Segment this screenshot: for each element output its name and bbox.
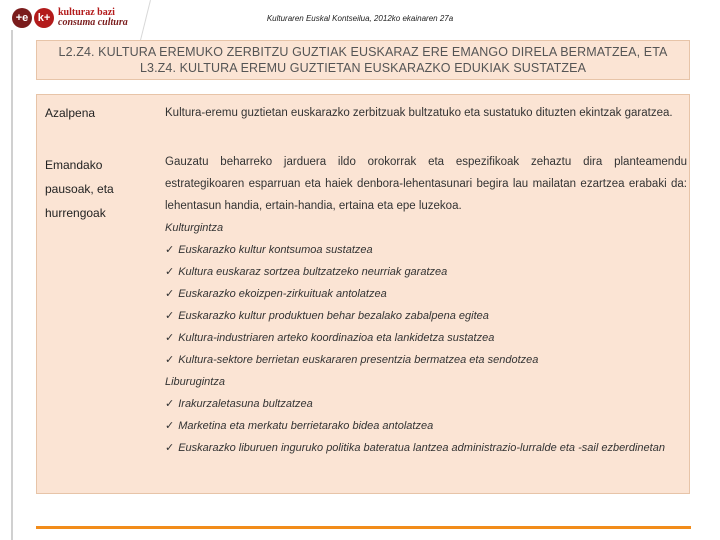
title-line1: L2.Z4. KULTURA EREMUKO ZERBITZU GUZTIAK EUSKARAZ ERE EMANGO DIRELA BERMATZEA, ETA bbox=[58, 45, 668, 59]
emandako-intro: Gauzatu beharreko jarduera ildo orokorrak eta espezifikoak zehaztu dira planteamendu estrategikoaren esparruan eta haiek denbora-lehentasunari begira lau mailatan ezartzea erabaki da: lehentasun handia, ertain-handia, ertaina eta epe luzekoa. bbox=[165, 156, 687, 212]
emandako-content bbox=[165, 151, 687, 459]
logo-circle-e: +e bbox=[12, 8, 32, 28]
content-box bbox=[36, 94, 690, 494]
checkmark-icon: ✓ bbox=[165, 398, 175, 410]
emandako-label-line3: hurrengoak bbox=[45, 206, 106, 220]
logo-text-line2: consuma cultura bbox=[58, 17, 128, 28]
left-border-line bbox=[11, 30, 13, 540]
checkmark-icon: ✓ bbox=[165, 266, 175, 278]
azalpena-label: Azalpena bbox=[45, 106, 96, 120]
azalpena-text: Kultura-eremu guztietan euskarazko zerbitzuak bultzatuko eta sustatuko dituzten ekintzak garatzea. bbox=[165, 107, 673, 119]
logo-text-line1: kulturaz bazi bbox=[58, 7, 115, 18]
list-item: ✓ Kultura-industriaren arteko koordinazioa eta lankidetza sustatzea bbox=[165, 332, 495, 344]
header-caption: Kulturaren Euskal Kontseilua, 2012ko ekainaren 27a bbox=[266, 14, 454, 23]
checkmark-icon: ✓ bbox=[165, 442, 175, 454]
emandako-label bbox=[45, 153, 114, 225]
emandako-label-line2: pausoak, eta bbox=[45, 182, 114, 196]
checkmark-icon: ✓ bbox=[165, 244, 175, 256]
title-box bbox=[36, 40, 690, 80]
bottom-accent-line bbox=[36, 526, 691, 529]
checkmark-icon: ✓ bbox=[165, 288, 175, 300]
checkmark-icon: ✓ bbox=[165, 354, 175, 366]
list-item: ✓ Euskarazko kultur kontsumoa sustatzea bbox=[165, 244, 373, 256]
list-item: ✓ Marketina eta merkatu berrietarako bidea antolatzea bbox=[165, 420, 434, 432]
list-item: ✓ Euskarazko ekoizpen-zirkuituak antolatzea bbox=[165, 288, 387, 300]
list-item: ✓ Kultura-sektore berrietan euskararen presentzia bermatzea eta sendotzea bbox=[165, 354, 539, 366]
section-title-liburugintza: Liburugintza bbox=[165, 376, 225, 388]
section-title-kulturgintza: Kulturgintza bbox=[165, 222, 224, 234]
list-item: ✓ Irakurzaletasuna bultzatzea bbox=[165, 398, 313, 410]
emandako-label-line1: Emandako bbox=[45, 158, 103, 172]
checkmark-icon: ✓ bbox=[165, 332, 175, 344]
list-item: ✓ Kultura euskaraz sortzea bultzatzeko neurriak garatzea bbox=[165, 266, 448, 278]
logo-circle-k: k+ bbox=[34, 8, 54, 28]
title-line2: L3.Z4. KULTURA EREMU GUZTIETAN EUSKARAZKO EDUKIAK SUSTATZEA bbox=[139, 61, 587, 75]
checkmark-icon: ✓ bbox=[165, 420, 175, 432]
list-item: ✓ Euskarazko liburuen inguruko politika bateratua lantzea administrazio-lurralde eta -sail ezberdinetan bbox=[165, 442, 665, 454]
page-title bbox=[59, 44, 668, 76]
checkmark-icon: ✓ bbox=[165, 310, 175, 322]
list-item: ✓ Euskarazko kultur produktuen behar bezalako zabalpena egitea bbox=[165, 310, 489, 322]
